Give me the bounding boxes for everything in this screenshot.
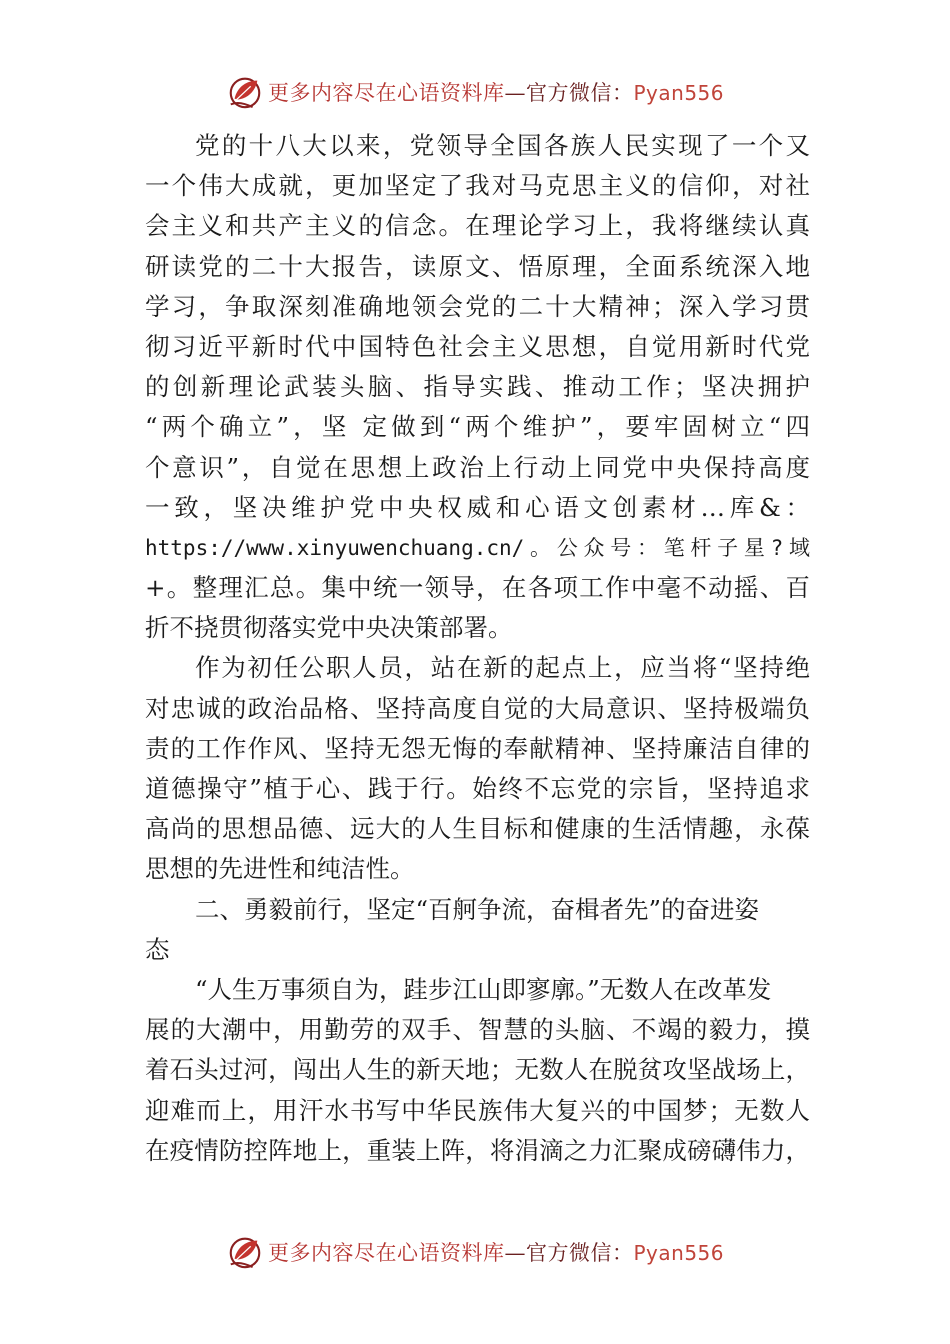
text-line: 迎难而上，用汗水书写中华民族伟大复兴的中国梦；无数人	[145, 1095, 810, 1125]
text-line: 研读党的二十大报告，读原文、悟原理，全面系统深入地	[145, 251, 810, 281]
banner-library-name: 更多内容尽在心语资料库	[267, 1241, 505, 1265]
leaf-logo-icon	[226, 1233, 264, 1271]
banner-wechat-id: Pyan556	[633, 1241, 724, 1265]
banner-wechat-label: —官方微信：	[504, 81, 634, 105]
text-line: 对忠诚的政治品格、坚持高度自觉的大局意识、坚持极端负	[145, 693, 810, 723]
paragraph	[145, 126, 810, 648]
footer-banner	[0, 1232, 950, 1272]
text-line: “人生万事须自为，跬步江山即寥廓。”无数人在改革发	[195, 974, 772, 1004]
banner-wechat-label: —官方微信：	[504, 1241, 634, 1265]
header-banner-text	[268, 77, 724, 107]
text-line: 作为初任公职人员，站在新的起点上，应当将“坚持绝	[195, 653, 810, 683]
paragraph	[145, 890, 810, 970]
text-line: 思想的先进性和纯洁性。	[145, 854, 415, 884]
text-line: “两个确立”，坚 定做到“两个维护”，要牢固树立“四	[145, 412, 810, 442]
text-line: 一致，坚决维护党中央权威和心语文创素材…库&：	[145, 492, 810, 522]
text-line: 折不挠贯彻落实党中央决策部署。	[145, 613, 513, 643]
text-line: https://www.xinyuwenchuang.cn/。公众号：笔杆子星?域	[145, 535, 810, 560]
text-line: 个意识”，自觉在思想上政治上行动上同党中央保持高度	[145, 452, 810, 482]
text-line: 一个伟大成就，更加坚定了我对马克思主义的信仰，对社	[145, 171, 810, 201]
paragraph	[145, 970, 810, 1171]
text-line: 责的工作作风、坚持无怨无悔的奉献精神、坚持廉洁自律的	[145, 733, 810, 763]
leaf-logo-icon	[226, 73, 264, 111]
text-line: 彻习近平新时代中国特色社会主义思想，自觉用新时代党	[145, 331, 810, 361]
banner-library-name: 更多内容尽在心语资料库	[267, 81, 505, 105]
text-line: 高尚的思想品德、远大的人生目标和健康的生活情趣，永葆	[145, 814, 810, 844]
text-line: 展的大潮中，用勤劳的双手、智慧的头脑、不竭的毅力，摸	[145, 1015, 810, 1045]
document-body	[145, 126, 810, 1171]
text-line: 党的十八大以来，党领导全国各族人民实现了一个又	[195, 131, 810, 160]
banner-wechat-id: Pyan556	[633, 81, 724, 105]
text-line: 二、勇毅前行，坚定“百舸争流，奋楫者先”的奋进姿	[195, 894, 760, 924]
text-line: +。整理汇总。集中统一领导，在各项工作中毫不动摇、百	[145, 573, 810, 603]
footer-banner-text	[268, 1237, 724, 1267]
paragraph	[145, 648, 810, 889]
text-line: 态	[145, 934, 170, 964]
text-line: 着石头过河，闯出人生的新天地；无数人在脱贫攻坚战场上，	[145, 1055, 810, 1085]
text-line: 会主义和共产主义的信念。在理论学习上，我将继续认真	[145, 211, 810, 241]
text-line: 道德操守”植于心、践于行。始终不忘党的宗旨，坚持追求	[145, 774, 810, 803]
text-line: 的创新理论武装头脑、指导实践、推动工作；坚决拥护	[145, 372, 810, 402]
header-banner	[0, 72, 950, 112]
text-line: 在疫情防控阵地上，重装上阵，将涓滴之力汇聚成磅礴伟力，	[145, 1135, 810, 1165]
text-line: 学习，争取深刻准确地领会党的二十大精神；深入学习贯	[145, 291, 810, 321]
